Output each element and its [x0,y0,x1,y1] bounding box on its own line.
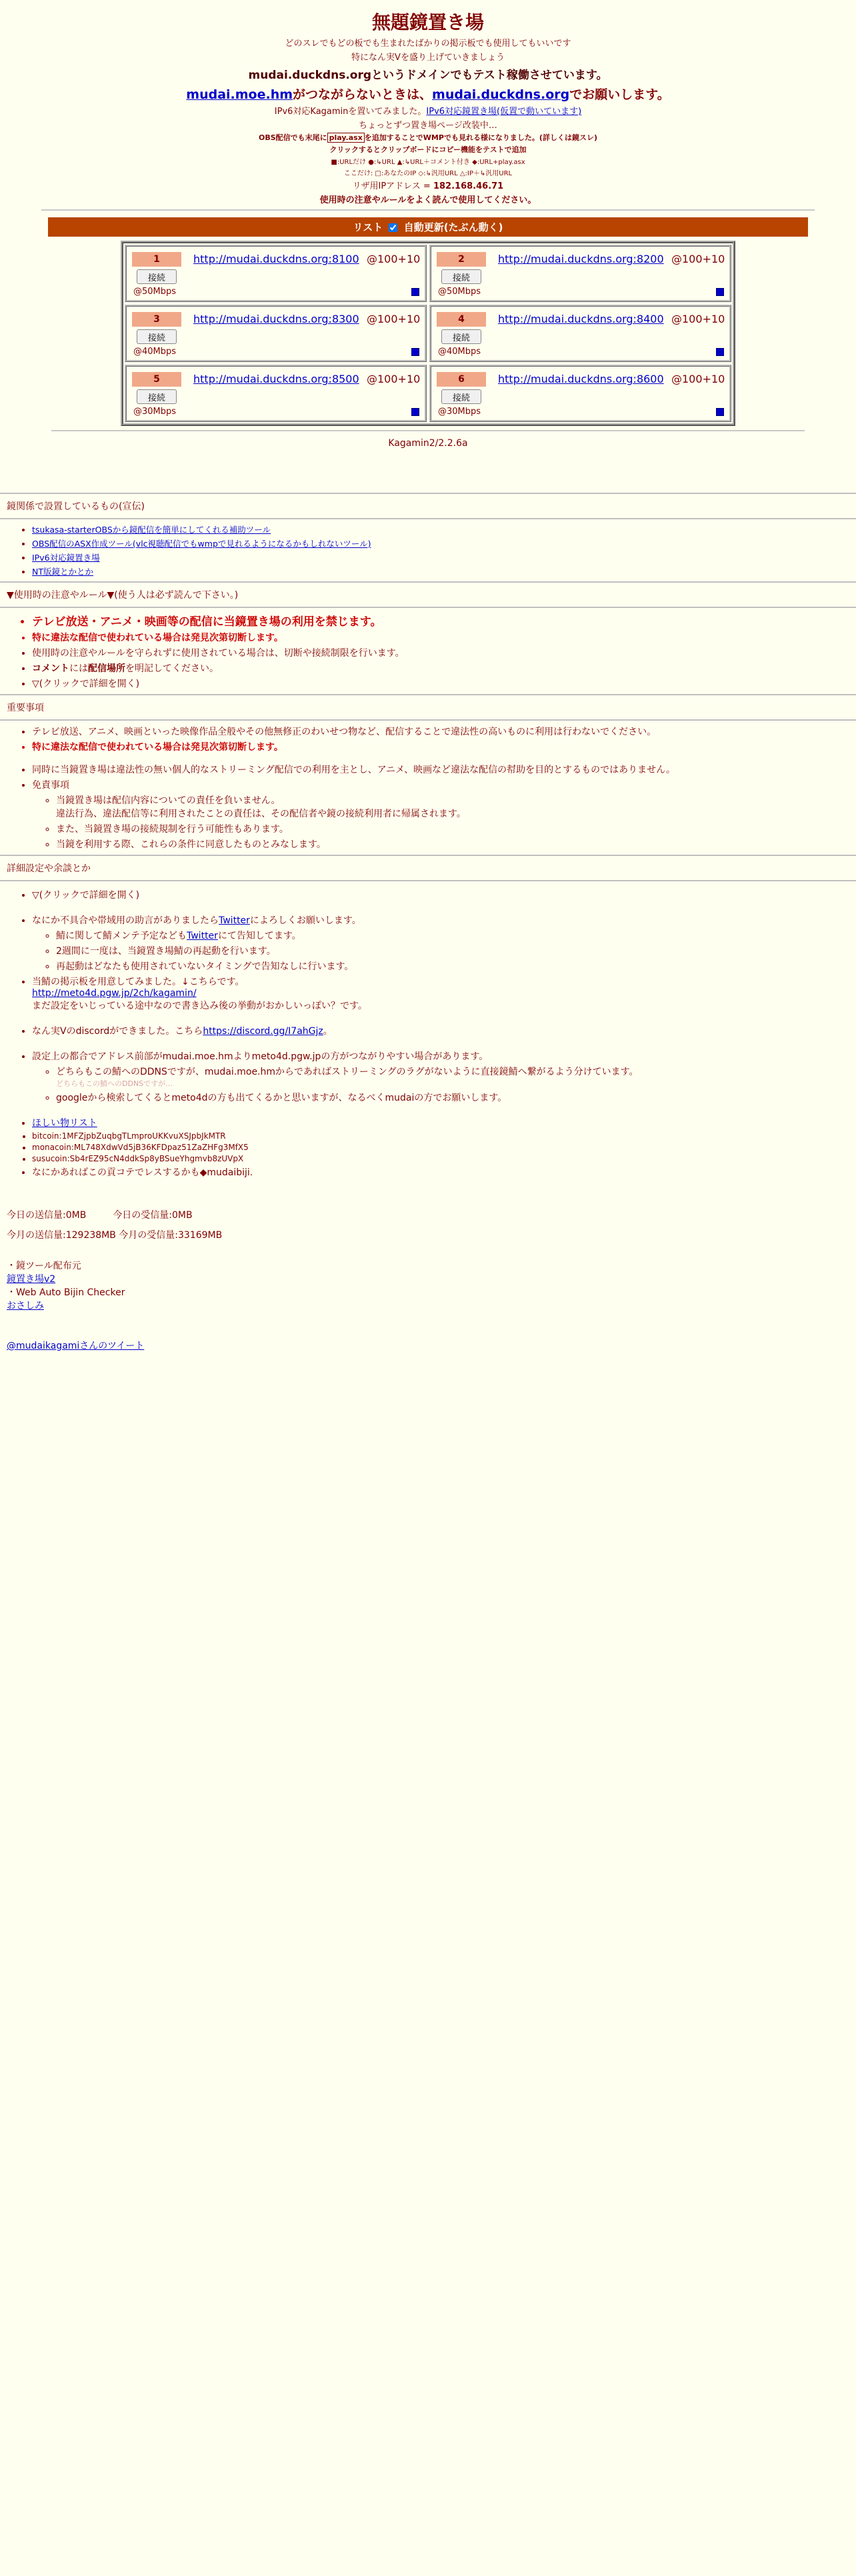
notices-heading: 重要事項 [7,703,44,713]
mirror-speed: @40Mbps [438,347,481,357]
auto-update-label: 自動更新(たぶん動く) [403,221,503,233]
mirror-number: 4 [437,312,486,327]
ipv6-notice: IPv6対応Kagaminを置いてみました。IPv6対応鏡置き場(仮置で動いています) [274,107,582,117]
divider [0,518,856,519]
notice-item: • 特に違法な配信で使われている場合は発見次第切断します。 [32,740,856,753]
ip-address-line: リザ用IPアドレス = 182.168.46.71 [352,181,504,191]
details-item [32,1116,856,1129]
obs-notice: OBS配信でも末尾に play.asx を追加することでWMPでも見れる様になりました。(詳しくは鏡スレ) [258,133,597,142]
link-twitter-2[interactable]: Twitter [187,931,218,941]
mirror-url[interactable]: http://mudai.duckdns.org:8200 [498,253,664,265]
legend-line-1: ■:URLだけ ●:↳URL ▲:↳URL＋コメント付き ◆:URL+play.asx [331,159,525,166]
link-wishlist[interactable]: ほしい物リスト [32,1118,97,1129]
divider [0,581,856,583]
mirror-speed: @50Mbps [133,287,177,297]
details-item: • 当鯖の掲示板を用意してみました。↓こちらです。 http://meto4d.pgw.jp/2ch/kagamin/ まだ設定をいじっている途中なので書き込み後の挙動がおかしいっぽい？です。 [32,975,856,1012]
rule-item: • コメントには配信場所を明記してください。 [32,661,856,675]
mirror-cell-5 [125,365,427,422]
fallback-notice: mudai.moe.hmがつながらないときは、mudai.duckdns.orgでお願いします。 [186,87,670,102]
mirror-url[interactable]: http://mudai.duckdns.org:8300 [193,313,359,325]
details-expand-toggle[interactable]: • ▽(クリックで詳細を開く) [32,888,856,901]
traffic-stats [7,1208,856,1241]
details-sub: ◦ googleから検索してくるとmeto4dの方も出てくるかと思いますが、なるべくmudaiの方でお願いします。 [56,1091,856,1104]
mirror-cell-1 [125,245,427,302]
mirror-cell-3 [125,305,427,362]
connect-button[interactable]: 接続 [137,389,177,404]
details-item: • なん実Vのdiscordができました。こちらhttps://discord.gg/I7ahGjz。 [32,1024,856,1037]
mirror-url[interactable]: http://mudai.duckdns.org:8500 [193,373,359,385]
link-discord[interactable]: https://discord.gg/I7ahGjz [203,1026,323,1037]
mirror-count: @100+10 [671,253,725,265]
rules-expand-toggle[interactable]: • ▽(クリックで詳細を開く) [32,677,856,690]
copy-square-icon[interactable] [716,408,724,416]
divider [0,880,856,881]
details-sublist [32,1065,856,1104]
wallet-address: • monacoin:ML748XdwVd5jB36KFDpaz51ZaZHFg3MfX5 [32,1143,856,1152]
mirror-count: @100+10 [671,313,725,325]
details-list [7,888,856,1179]
mirror-url[interactable]: http://mudai.duckdns.org:8100 [193,253,359,265]
details-sublist [32,929,856,973]
clipboard-notice: クリックするとクリップボードにコピー機能をテストで追加 [329,145,527,154]
legend-line-2: ここだけ: □:あなたのIP ◇:↳汎用URL △:IP＋↳汎用URL [343,170,513,177]
wallet-address: • susucoin:Sb4rEZ95cN4ddkSp8yBSueYhgmvb8zUVpX [32,1154,856,1163]
mirror-number: 5 [132,372,181,387]
mirror-url[interactable]: http://mudai.duckdns.org:8400 [498,313,664,325]
ip-address: 182.168.46.71 [433,181,504,191]
renovation-notice: ちょっとずつ置き場ページ改装中… [359,121,497,131]
list-label: リスト [353,221,383,233]
connect-button[interactable]: 接続 [441,389,481,404]
mirror-number: 2 [437,252,486,267]
notice-item: • テレビ放送、アニメ、映画といった映像作品全般やその他無修正のわいせつ物など、配信することで違法性の高いものに利用は行わないでください。 [32,725,856,738]
details-sub: ◦ どちらもこの鯖へのDDNSですが、mudai.moe.hmからであればストリーミングのラグがないように直接鏡鯖へ繋がるよう分けています。 どちらもこの鯖へのDDNSですが… [56,1065,856,1089]
copy-square-icon[interactable] [716,348,724,356]
intro-line-2: 特になん実Vを盛り上げていきましょう [351,53,505,63]
copy-square-icon[interactable] [411,408,419,416]
mirror-url[interactable]: http://mudai.duckdns.org:8600 [498,373,664,385]
connect-button[interactable]: 接続 [137,269,177,284]
link-ipv6-mirror-2[interactable]: IPv6対応鏡置き場 [32,553,100,563]
disclaimer-list [32,793,856,851]
play-asx-box: play.asx [327,133,365,143]
disclaimer-item: • 免責事項 ◦ 当鏡置き場は配信内容についての責任を負いません。 違法行為、違法配信等に利用されたことの責任は、その配信者や鏡の接続利用者に帰属されます。 ◦ また、当鏡置き場の接続規制を行う可能性もあります。 ◦ 当鏡を利用する際、これらの条件に同意したものとみなします。 [32,778,856,851]
page-title: 無題鏡置き場 [371,11,484,33]
connect-button[interactable]: 接続 [137,329,177,344]
mirror-count: @100+10 [671,373,725,385]
divider [0,855,856,856]
link-mudai-duckdns[interactable]: mudai.duckdns.org [432,87,570,102]
details-item: • なにか不具合や帯域用の助言がありましたらTwitterによろしくお願いします。 ◦ 鯖に関して鯖メンテ予定などもTwitterにて告知してます。 ◦ 2週間に一度は、当鏡置き場鯖の再起動を行います。 ◦ 再起動はどなたも使用されていないタイミングで告知なしに行います。 [32,913,856,973]
copy-square-icon[interactable] [716,288,724,296]
mirror-number: 6 [437,372,486,387]
related-heading: 鏡関係で設置しているもの(宣伝) [7,501,145,512]
list-item [32,537,856,549]
today-received: 今日の受信量:0MB [113,1210,193,1221]
details-sub: ◦ 2週間に一度は、当鏡置き場鯖の再起動を行います。 [56,944,856,957]
mirror-cell-2 [429,245,731,302]
rule-item: • テレビ放送・アニメ・映画等の配信に当鏡置き場の利用を禁じます。 [32,612,856,629]
details-item: • なにかあればこの貢コテでレスするかも◆mudaibiji. [32,1165,856,1179]
link-mudai-moe-hm[interactable]: mudai.moe.hm [186,87,293,102]
tools-section [7,1259,856,1312]
rules-list [7,612,856,690]
tools-origin: ・鏡ツール配布元 [7,1261,81,1271]
disclaimer-sub: ◦ また、当鏡置き場の接続規制を行う可能性もあります。 [56,822,856,835]
details-sub: ◦ 再起動はどなたも使用されていないタイミングで告知なしに行います。 [56,959,856,973]
today-sent: 今日の送信量:0MB [7,1210,87,1221]
mirror-count: @100+10 [367,373,421,385]
divider [41,209,815,211]
details-heading: 詳細設定や余談とか [7,863,91,874]
month-traffic: 今月の送信量:129238MB 今月の受信量:33169MB [7,1230,223,1241]
notices-list [7,725,856,851]
details-item: • 設定上の都合でアドレス前部がmudai.moe.hmよりmeto4d.pgw.jpの方がつながりやすい場合があります。 ◦ どちらもこの鯖へのDDNSですが、mudai.moe.hmからであればストリーミングのラグがないように直接鏡鯖へ繋がるよう分けています。 どちらもこの鯖へのDDNSですが… ◦ googleから検索してくるとmeto4dの方も出てくるかと思いますが、なるべくmudaiの方でお願いします。 [32,1049,856,1104]
related-list [7,523,856,577]
mirror-cell-6 [429,365,731,422]
connect-button[interactable]: 接続 [441,269,481,284]
tools-line: ・Web Auto Bijin Checker [7,1287,125,1298]
list-item [32,551,856,563]
disclaimer-sub: ◦ 当鏡を利用する際、これらの条件に同意したものとみなします。 [56,837,856,851]
link-tsukasa-starter[interactable]: tsukasa-starterOBSから鏡配信を簡単にしてくれる補助ツール [32,525,271,535]
intro-line-1: どのスレでもどの板でも生まれたばかりの掲示板でも使用してもいいです [285,39,571,49]
link-tweets[interactable]: @mudaikagamiさんのツイート [7,1341,145,1351]
list-bar [48,217,808,237]
mirror-speed: @50Mbps [438,287,481,297]
copy-square-icon[interactable] [411,348,419,356]
divider [0,493,856,494]
details-sub: ◦ 鯖に関して鯖メンテ予定などもTwitterにて告知してます。 [56,929,856,942]
mirror-list [121,241,735,426]
copy-square-icon[interactable] [411,288,419,296]
link-bbs[interactable]: http://meto4d.pgw.jp/2ch/kagamin/ [32,988,197,999]
connect-button[interactable]: 接続 [441,329,481,344]
mirror-count: @100+10 [367,313,421,325]
link-asx-tool[interactable]: OBS配信のASX作成ツール(vlc視聴配信でもwmpで見れるようになるかもしれないツール) [32,539,371,549]
divider [51,430,805,431]
link-nt-mirror[interactable]: NT版鏡とかとか [32,567,93,577]
mirror-speed: @30Mbps [438,407,481,417]
usage-warning: 使用時の注意やルールをよく読んで使用してください。 [319,195,537,205]
link-kagami-v2[interactable]: 鏡置き場v2 [7,1274,56,1285]
mirror-number: 1 [132,252,181,267]
mirror-speed: @30Mbps [133,407,177,417]
wallet-address: • bitcoin:1MFZjpbZuqbgTLmproUKKvuXSJpbJkMTR [32,1131,856,1141]
mirror-speed: @40Mbps [133,347,177,357]
link-osashimi[interactable]: おさしみ [7,1301,44,1311]
divider [0,719,856,721]
disclaimer-sub: ◦ 当鏡置き場は配信内容についての責任を負いません。 違法行為、違法配信等に利用されたことの責任は、その配信者や鏡の接続利用者に帰属されます。 [56,793,856,820]
rule-item: • 使用時の注意やルールを守られずに使用されている場合は、切断や接続制限を行います。 [32,646,856,659]
domain-notice: mudai.duckdns.orgというドメインでもテスト稼働させています。 [248,69,608,82]
list-item [32,565,856,577]
notice-item: • 同時に当鏡置き場は違法性の無い個人的なストリーミング配信での利用を主とし、アニメ、映画など違法な配信の幇助を目的とするものではありません。 [32,763,856,776]
version-label: Kagamin2/2.2.6a [388,438,468,449]
divider [0,694,856,695]
divider [0,607,856,608]
link-ipv6-mirror[interactable]: IPv6対応鏡置き場(仮置で動いています) [426,107,582,117]
mirror-number: 3 [132,312,181,327]
list-item [32,523,856,535]
mirror-count: @100+10 [367,253,421,265]
rules-heading: ▼使用時の注意やルール▼(使う人は必ず読んで下さい。) [7,590,239,601]
link-twitter[interactable]: Twitter [219,915,250,926]
auto-update-checkbox[interactable] [389,223,397,232]
rule-item: • 特に違法な配信で使われている場合は発見次第切断します。 [32,631,856,644]
mirror-cell-4 [429,305,731,362]
